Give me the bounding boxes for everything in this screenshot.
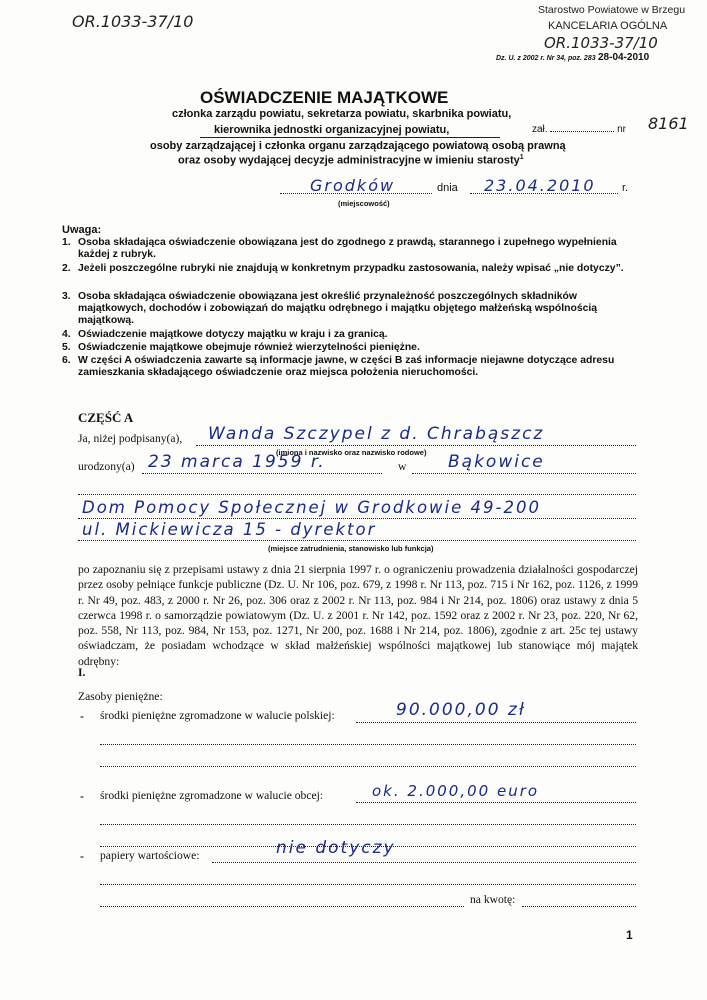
section-number: I. bbox=[78, 666, 86, 679]
stamp-reference: OR.1033-37/10 bbox=[544, 34, 658, 52]
date-label: dnia bbox=[437, 182, 458, 194]
stamp-date: 28-04-2010 bbox=[598, 52, 650, 63]
header-line1: członka zarządu powiatu, sekretarza powiatu, skarbnika powiatu, bbox=[172, 108, 512, 120]
uwaga-item: 3. Osoba składająca oświadczenie obowiązana jest określić przynależność poszczególnych składników majątkowych, dochodów i zobowiązań do majątku odrębnego i majątku objętego małżeńską wspólnością majątkową. bbox=[62, 291, 598, 326]
header-underline bbox=[200, 137, 500, 138]
nr-value: 8161 bbox=[648, 114, 689, 133]
securities-value: nie dotyczy bbox=[276, 838, 396, 858]
uwaga-item: 5. Oświadczenie majątkowe obejmuje również wierzytelności pieniężne. bbox=[62, 342, 420, 353]
nr-label: nr bbox=[617, 124, 627, 135]
name-caption: (imiona i nazwisko oraz nazwisko rodowe) bbox=[276, 448, 427, 457]
law-reference: Dz. U. z 2002 r. Nr 34, poz. 283 bbox=[496, 55, 596, 62]
document-title: OŚWIADCZENIE MAJĄTKOWE bbox=[200, 88, 449, 107]
header-line3: osoby zarządzającej i członka organu zarządzającego powiatową osobą prawną bbox=[150, 140, 566, 152]
bullet: - bbox=[80, 789, 84, 803]
pln-label: środki pieniężne zgromadzone w walucie polskiej: bbox=[100, 709, 335, 722]
name-value: Wanda Szczypel z d. Chrabąszcz bbox=[208, 424, 545, 444]
amount-label: na kwotę: bbox=[470, 893, 516, 906]
footnote-mark: 1 bbox=[519, 154, 524, 161]
page-number: 1 bbox=[626, 928, 633, 942]
birthplace-value: Bąkowice bbox=[448, 452, 545, 472]
year-suffix: r. bbox=[622, 182, 629, 194]
uwaga-item: 4. Oświadczenie majątkowe dotyczy majątku w kraju i za granicą. bbox=[62, 329, 388, 340]
place-value: Grodków bbox=[310, 176, 396, 195]
born-value: 23 marca 1959 r. bbox=[148, 452, 326, 472]
foreign-currency-label: środki pieniężne zgromadzone w walucie obcej: bbox=[100, 789, 324, 802]
uwaga-item: 6. W części A oświadczenia zawarte są informacje jawne, w części B zaś informacje niejawne dotyczące adresu zamieszkania składającego oświadczenie oraz miejsca położenia nieruchomości. bbox=[62, 355, 615, 378]
bullet: - bbox=[80, 849, 84, 863]
legal-statement: po zapoznaniu się z przepisami ustawy z dnia 21 sierpnia 1997 r. o ograniczeniu prowadzenia działalności gospodarczej przez osoby pełniące funkcje publiczne (Dz. U. Nr 106, poz. 679, z 1998 r. Nr 113, poz. 715 i Nr 162, poz. 1126, z 1999 r. Nr 49, poz. 483, z 2000 r. Nr 26, poz. 306 oraz z 2002 r. Nr 113, poz. 984 i Nr 214, poz. 1806) oraz ustawy z dnia 5 czerwca 1998 r. o samorządzie powiatowym (Dz. U. z 2001 r. Nr 142, poz. 1592 oraz z 2002 r. Nr 23, poz. 220, Nr 62, poz. 558, Nr 113, poz. 984, Nr 153, poz. 1271, Nr 200, poz. 1688 i Nr 214, poz. 1806), zgodnie z art. 25c tej ustawy oświadczam, że posiadam wchodzące w skład małżeńskiej wspólności majątkowej lub stanowiące mój majątek odrębny: bbox=[78, 563, 638, 668]
uwaga-item: 2. Jeżeli poszczególne rubryki nie znajdują w konkretnym przypadku zastosowania, należy wpisać „nie dotyczy”. bbox=[62, 263, 624, 274]
workplace-line2: ul. Mickiewicza 15 - dyrektor bbox=[82, 520, 377, 539]
section-a-title: CZĘŚĆ A bbox=[78, 410, 134, 425]
workplace-caption: (miejsce zatrudnienia, stanowisko lub funkcja) bbox=[268, 544, 434, 553]
birthplace-label: w bbox=[398, 460, 407, 473]
corner-reference: OR.1033-37/10 bbox=[72, 12, 194, 31]
cash-resources-title: Zasoby pieniężne: bbox=[78, 690, 163, 703]
name-label: Ja, niżej podpisany(a), bbox=[78, 432, 183, 445]
zal-label: zał. bbox=[532, 124, 548, 135]
office-stamp-line2: KANCELARIA OGÓLNA bbox=[548, 20, 668, 32]
bullet: - bbox=[80, 709, 84, 723]
header-line2: kierownika jednostki organizacyjnej powiatu, bbox=[214, 124, 450, 136]
uwaga-title: Uwaga: bbox=[62, 224, 102, 236]
header-line4: oraz osoby wydającej decyzje administracyjne w imieniu starosty$^1$ bbox=[178, 154, 524, 167]
pln-value: 90.000,00 zł bbox=[396, 700, 526, 720]
born-label: urodzony(a) bbox=[78, 460, 135, 473]
zal-field bbox=[532, 124, 626, 135]
date-value: 23.04.2010 bbox=[484, 176, 596, 195]
place-caption: (miejscowość) bbox=[338, 199, 390, 208]
securities-label: papiery wartościowe: bbox=[100, 849, 200, 862]
office-stamp-line1: Starostwo Powiatowe w Brzegu bbox=[538, 4, 686, 16]
workplace-line1: Dom Pomocy Społecznej w Grodkowie 49-200 bbox=[82, 498, 541, 517]
uwaga-item: 1. Osoba składająca oświadczenie obowiązana jest do zgodnego z prawdą, starannego i zupełnego wypełnienia każdej z rubryk. bbox=[62, 237, 617, 260]
foreign-currency-value: ok. 2.000,00 euro bbox=[372, 782, 540, 800]
